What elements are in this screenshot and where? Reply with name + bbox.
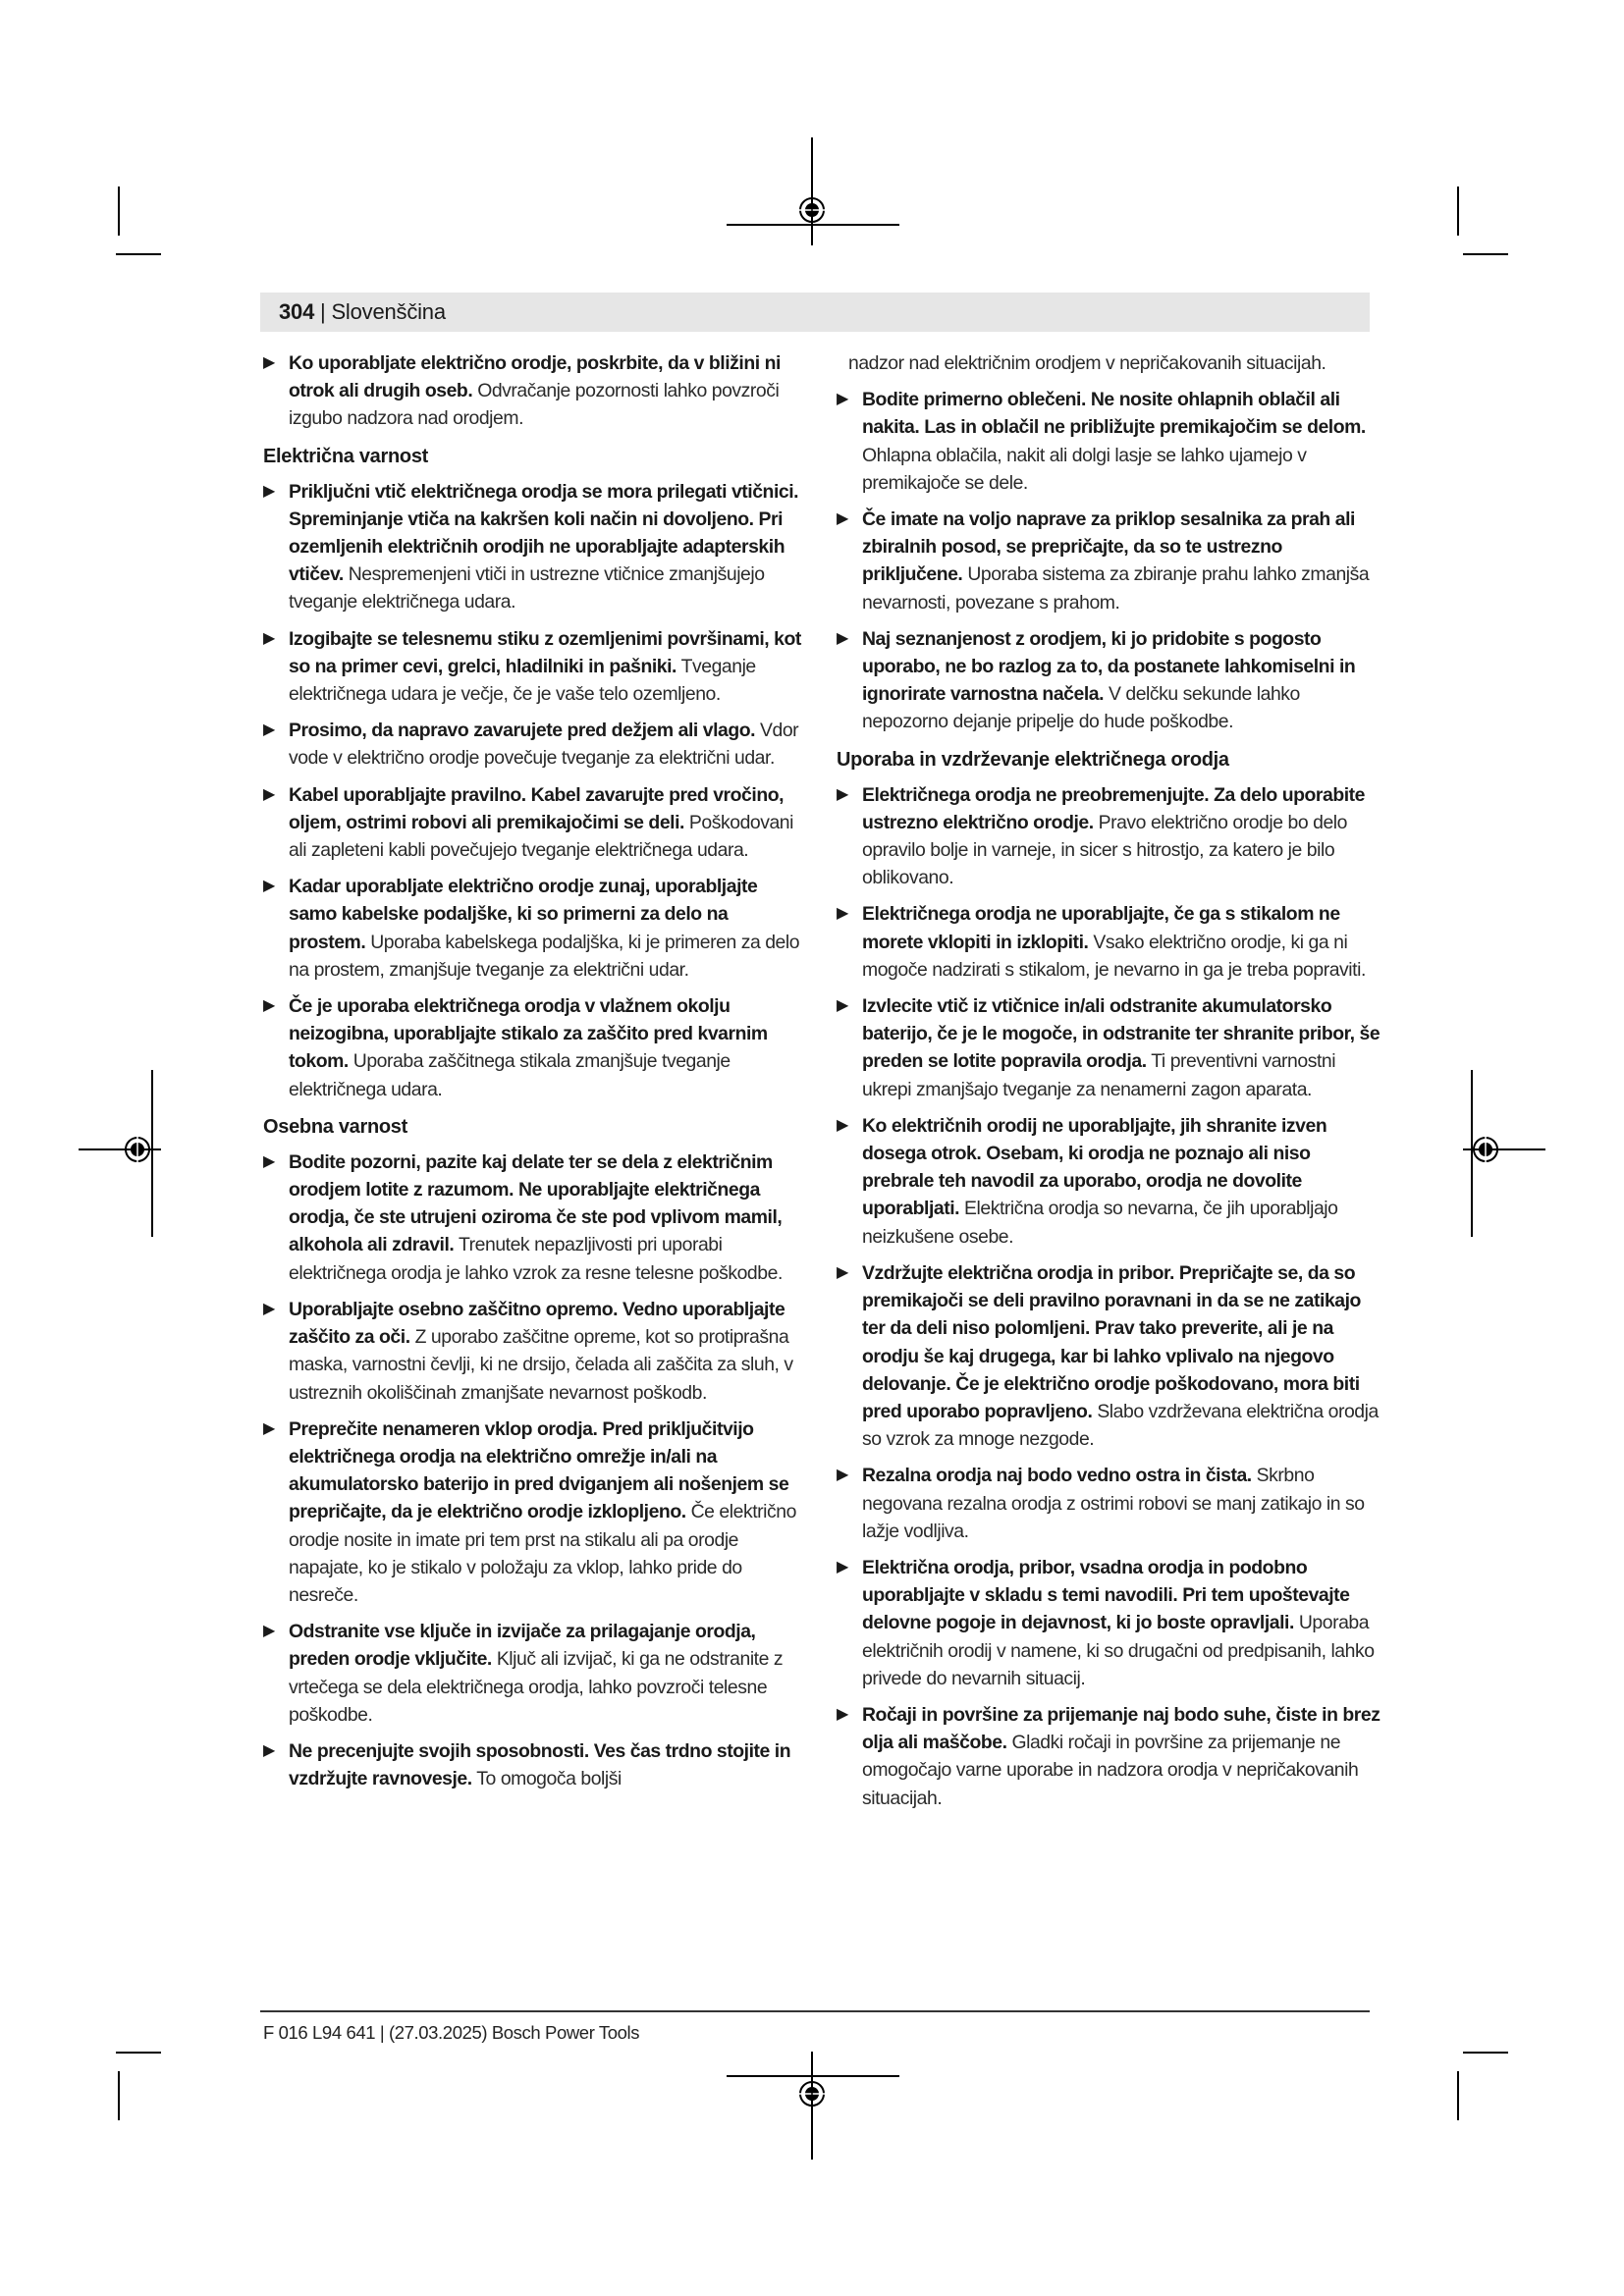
safety-item (263, 478, 801, 616)
bullet-arrow-icon: ▶ (837, 997, 848, 1015)
bullet-arrow-icon: ▶ (263, 1419, 275, 1437)
safety-item (263, 992, 801, 1103)
bullet-arrow-icon: ▶ (837, 1116, 848, 1134)
bullet-arrow-icon: ▶ (837, 629, 848, 647)
bullet-arrow-icon: ▶ (263, 785, 275, 803)
item-bold-text: Uporabljajte osebno zaščitno opremo. Vedno uporabljajte zaščito za oči. (289, 1298, 785, 1349)
right-column (837, 349, 1384, 1821)
item-bold-text: Izvlecite vtič iz vtičnice in/ali odstranite akumulatorsko baterijo, če je le mogoče, in odstranite ter shranite pribor, še preden se lotite popravila orodja. (862, 995, 1380, 1073)
item-bold-text: Odstranite vse ključe in izvijače za prilagajanje orodja, preden orodje vključite. (289, 1621, 756, 1671)
item-bold-text: Rezalna orodja naj bodo vedno ostra in čista. (862, 1465, 1252, 1487)
crop-mark (116, 2052, 161, 2054)
item-text: Gladki ročaji in površine za prijemanje ne omogočajo varne uporabe in nadzora orodja v nepričakovanih situacijah. (862, 1732, 1359, 1809)
crop-mark (727, 2075, 899, 2077)
item-text: Uporaba kabelskega podaljška, ki je primeren za delo na prostem, zmanjšuje tveganje za električni udar. (289, 931, 800, 981)
bullet-arrow-icon: ▶ (837, 905, 848, 923)
item-text: Ključ ali izvijač, ki ga ne odstranite z vrtečega se dela električnega orodja, lahko povzroči telesne poškodbe. (289, 1648, 784, 1726)
section-tool-use-care (837, 781, 1384, 1812)
item-text: Če električno orodje nosite in imate pri tem prst na stikalu ali pa orodje napajate, ko je stikalo v položaju za vklop, lahko pride do nesreče. (289, 1501, 796, 1606)
left-column (263, 349, 801, 1801)
registration-mark-icon (797, 195, 827, 225)
registration-mark-icon (123, 1135, 152, 1164)
item-text: Električna orodja so nevarna, če jih uporabljajo neizkušene osebe. (862, 1198, 1338, 1248)
safety-item (263, 1296, 801, 1407)
item-bold-text: Če imate na voljo naprave za priklop sesalnika za prah ali zbiralnih posod, se prepričajte, da so te ustrezno priključene. (862, 508, 1355, 586)
page-header (279, 298, 446, 326)
safety-item (837, 1554, 1384, 1692)
item-text: Uporaba električnih orodij v namene, ki so drugačni od predpisanih, lahko privede do nevarnih situacij. (862, 1612, 1375, 1689)
item-bold-text: Električnega orodja ne uporabljajte, če ga s stikalom ne morete vklopiti in izklopiti. (862, 903, 1340, 953)
section-personal-safety (263, 1148, 801, 1792)
item-bold-text: Električna orodja, pribor, vsadna orodja in podobno uporabljajte v skladu s temi navodili. Pri tem upoštevajte delovne pogoje in dejavnost, ki jo boste opravljali. (862, 1556, 1350, 1634)
bullet-arrow-icon: ▶ (263, 629, 275, 647)
safety-item (263, 1415, 801, 1609)
safety-item (837, 781, 1384, 892)
item-bold-text: Prosimo, da napravo zavarujete pred dežjem ali vlago. (289, 720, 756, 742)
item-text: Odvračanje pozornosti lahko povzroči izgubo nadzora nad orodjem. (289, 380, 780, 430)
item-bold-text: Kadar uporabljate električno orodje zunaj, uporabljajte samo kabelske podaljške, ki so primerni za delo na prostem. (289, 876, 758, 953)
item-text: Tveganje električnega udara je večje, če je vaše telo ozemljeno. (289, 655, 756, 706)
bullet-arrow-icon: ▶ (837, 785, 848, 803)
item-text: Trenutek nepazljivosti pri uporabi električnega orodja je lahko vzrok za resne telesne poškodbe. (289, 1234, 783, 1284)
item-bold-text: Naj seznanjenost z orodjem, ki jo pridobite s pogosto uporabo, ne bo razlog za to, da postanete lahkomiselni in ignorirate varnostna načela. (862, 627, 1356, 706)
bullet-arrow-icon: ▶ (837, 1558, 848, 1575)
safety-item (837, 506, 1384, 616)
section-electrical-safety (263, 478, 801, 1103)
bullet-arrow-icon: ▶ (263, 721, 275, 739)
safety-item (837, 900, 1384, 984)
item-bold-text: Ko uporabljate električno orodje, poskrbite, da v bližini ni otrok ali drugih oseb. (289, 352, 781, 402)
item-bold-text: Priključni vtič električnega orodja se mora prilegati vtičnici. Spreminjanje vtiča na kakršen koli način ni dovoljeno. Pri ozemljenih električnih orodjih ne uporabljajte adapterskih vtičev. (289, 480, 799, 586)
bullet-arrow-icon: ▶ (837, 391, 848, 408)
safety-item (263, 625, 801, 709)
safety-item (837, 1701, 1384, 1812)
bullet-arrow-icon: ▶ (837, 1263, 848, 1281)
crop-mark (811, 137, 813, 245)
item-bold-text: Izogibajte se telesnemu stiku z ozemljenimi površinami, kot so na primer cevi, grelci, hladilniki in pašniki. (289, 627, 801, 677)
safety-item (263, 781, 801, 865)
footer-divider (260, 2010, 1370, 2012)
bullet-arrow-icon: ▶ (263, 997, 275, 1015)
item-bold-text: Električnega orodja ne preobremenjujte. Za delo uporabite ustrezno električno orodje. (862, 783, 1366, 833)
crop-mark (1463, 2052, 1508, 2054)
safety-item (263, 349, 801, 433)
item-bold-text: Če je uporaba električnega orodja v vlažnem okolju neizogibna, uporabljajte stikalo za zaščito pred kvarnim tokom. (289, 995, 768, 1073)
crop-mark (1463, 253, 1508, 255)
page-footer: F 016 L94 641 | (27.03.2025) Bosch Power Tools (263, 2022, 640, 2043)
page-number: 304 (279, 299, 315, 324)
item-bold-text: Vzdržujte električna orodja in pribor. Prepričajte se, da so premikajoči se deli pravilno poravnani in da se ne zatikajo ter da deli niso polomljeni. Prav tako preverite, ali je na orodju še kaj drugega, kar bi lahko vplivalo na njegovo delovanje. Če je električno orodje poškodovano, mora biti pred uporabo popravljeno. (862, 1261, 1361, 1422)
item-text: Nespremenjeni vtiči in ustrezne vtičnice zmanjšujejo tveganje električnega udara. (289, 563, 765, 614)
safety-item (263, 1618, 801, 1729)
item-text: To omogoča boljši (476, 1768, 622, 1790)
safety-item (263, 1737, 801, 1792)
bullet-arrow-icon: ▶ (837, 1705, 848, 1723)
item-text: Vsako električno orodje, ki ga ni mogoče nadzirati s stikalom, je nevarno in ga je treba popraviti. (862, 931, 1366, 981)
bullet-arrow-icon: ▶ (837, 510, 848, 528)
item-text: Slabo vzdrževana električna orodja so vzrok za mnoge nezgode. (862, 1400, 1379, 1451)
safety-item (837, 1462, 1384, 1545)
crop-mark (118, 187, 120, 236)
section-title: Osebna varnost (263, 1115, 407, 1138)
item-text: Skrbno negovana rezalna orodja z ostrimi robovi se manj zatikajo in so lažje vodljiva. (862, 1465, 1365, 1542)
item-bold-text: Kabel uporabljajte pravilno. Kabel zavarujte pred vročino, oljem, ostrimi robovi ali premikajočimi se deli. (289, 783, 785, 833)
header-separator: | (314, 299, 332, 324)
section-title: Uporaba in vzdrževanje električnega orodja (837, 748, 1229, 771)
crop-mark (1457, 2071, 1459, 2120)
bullet-arrow-icon: ▶ (263, 878, 275, 895)
crop-mark (116, 253, 161, 255)
safety-item (837, 386, 1384, 497)
item-bold-text: Ko električnih orodij ne uporabljajte, jih shranite izven dosega otrok. Osebam, ki orodja ne poznajo ali niso prebrale teh navodil za uporabo, orodja ne dovolite uporabljati. (862, 1114, 1327, 1220)
item-text: Ti preventivni varnostni ukrepi zmanjšajo tveganje za nenamerni zagon aparata. (862, 1050, 1336, 1100)
item-bold-text: Bodite primerno oblečeni. Ne nosite ohlapnih oblačil ali nakita. Las in oblačil ne približujte premikajočim se delom. (862, 389, 1366, 439)
safety-item (263, 717, 801, 772)
continued-text: nadzor nad električnim orodjem v nepričakovanih situacijah. (848, 352, 1326, 374)
bullet-arrow-icon: ▶ (263, 1300, 275, 1317)
safety-item (837, 1259, 1384, 1453)
section-title: Električna varnost (263, 445, 429, 467)
safety-item (837, 1112, 1384, 1251)
registration-mark-icon (797, 2079, 827, 2109)
safety-item (263, 873, 801, 984)
item-text: Uporaba sistema za zbiranje prahu lahko zmanjša nevarnosti, povezane s prahom. (862, 563, 1370, 614)
item-bold-text: Ročaji in površine za prijemanje naj bodo suhe, čiste in brez olja ali maščobe. (862, 1703, 1380, 1754)
item-text: Ohlapna oblačila, nakit ali dolgi lasje se lahko ujamejo v premikajoče se dele. (862, 444, 1307, 494)
item-text: Pravo električno orodje bo delo opravilo bolje in varneje, in sicer s hitrostjo, za katero je bilo oblikovano. (862, 811, 1347, 889)
item-text: Uporaba zaščitnega stikala zmanjšuje tveganje električnega udara. (289, 1050, 731, 1100)
bullet-arrow-icon: ▶ (263, 1741, 275, 1759)
item-text: V delčku sekunde lahko nepozorno dejanje pripelje do hude poškodbe. (862, 683, 1300, 733)
item-text: Poškodovani ali zapleteni kabli povečujejo tveganje električnega udara. (289, 811, 794, 862)
safety-item (837, 625, 1384, 736)
safety-item (837, 992, 1384, 1103)
bullet-arrow-icon: ▶ (263, 1152, 275, 1170)
bullet-arrow-icon: ▶ (263, 354, 275, 371)
crop-mark (1457, 187, 1459, 236)
bullet-arrow-icon: ▶ (837, 1467, 848, 1484)
item-text: Vdor vode v električno orodje povečuje tveganje za električni udar. (289, 720, 799, 770)
bullet-arrow-icon: ▶ (263, 482, 275, 500)
item-text: Z uporabo zaščitne opreme, kot so protiprašna maska, varnostni čevlji, ki ne drsijo, čelada ali zaščita za sluh, v ustreznih okoliščinah zmanjšate nevarnost poškodb. (289, 1326, 793, 1404)
item-bold-text: Preprečite nenameren vklop orodja. Pred priključitvijo električnega orodja na električno omrežje in/ali na akumulatorsko baterijo in pred dviganjem ali nošenjem se prepričajte, da je električno orodje izklopljeno. (289, 1417, 789, 1523)
item-bold-text: Bodite pozorni, pazite kaj delate ter se dela z električnim orodjem lotite z razumom. Ne uporabljajte električnega orodja, če ste utrujeni oziroma če ste pod vplivom mamil, alkohola ali zdravil. (289, 1150, 783, 1256)
registration-mark-icon (1471, 1135, 1500, 1164)
bullet-arrow-icon: ▶ (263, 1623, 275, 1640)
header-language: Slovenščina (331, 299, 446, 324)
crop-mark (118, 2071, 120, 2120)
item-bold-text: Ne precenjujte svojih sposobnosti. Ves čas trdno stojite in vzdržujte ravnovesje. (289, 1739, 791, 1790)
safety-item (263, 1148, 801, 1287)
